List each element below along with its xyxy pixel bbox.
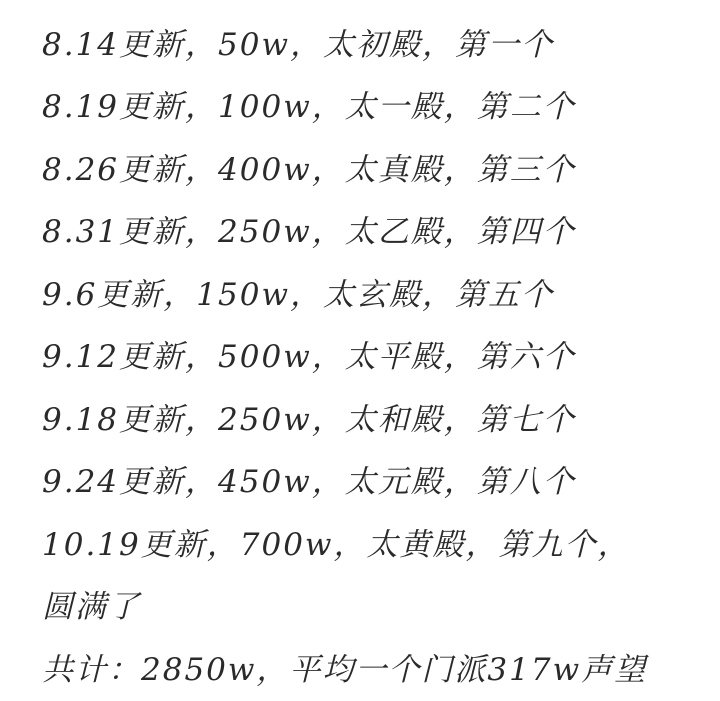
- note-line: 8.31更新，250w，太乙殿，第四个: [42, 214, 576, 250]
- note-summary-line: 共计：2850w，平均一个门派317w声望: [42, 652, 648, 688]
- note-line: 10.19更新，700w，太黄殿，第九个，: [42, 527, 631, 563]
- note-line: 9.24更新，450w，太元殿，第八个: [42, 464, 576, 500]
- note-line: 9.12更新，500w，太平殿，第六个: [42, 339, 576, 375]
- note-line: 9.6更新，150w，太玄殿，第五个: [42, 277, 555, 313]
- note-line: 8.26更新，400w，太真殿，第三个: [42, 152, 576, 188]
- note-line: 圆满了: [42, 589, 141, 625]
- note-line: 9.18更新，250w，太和殿，第七个: [42, 402, 576, 438]
- note-line: 8.14更新，50w，太初殿，第一个: [42, 27, 555, 63]
- note-line: 8.19更新，100w，太一殿，第二个: [42, 89, 576, 125]
